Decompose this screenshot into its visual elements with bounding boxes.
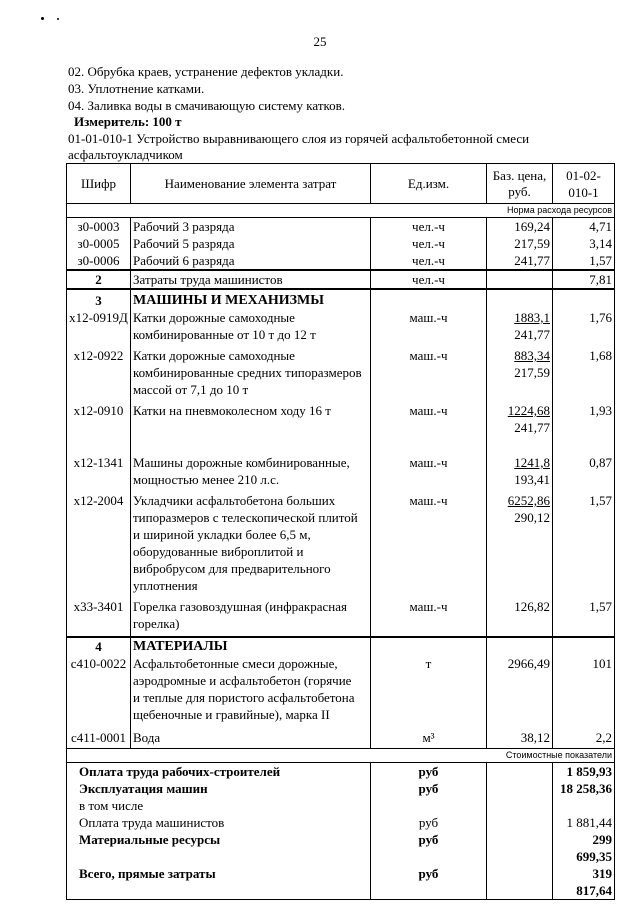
material-price: 2966,49 [487, 655, 553, 729]
machine-name-line: комбинированные от 10 т до 12 т [133, 327, 316, 342]
header-unit: Ед.изм. [371, 164, 487, 204]
machine-code: х12-0922 [67, 347, 131, 402]
total-unit: руб [371, 780, 487, 797]
intro-line: 02. Обрубка краев, устранение дефектов укладки. [68, 64, 344, 79]
table-row [67, 454, 615, 492]
section-code: 3 [67, 289, 131, 309]
machine-price-wage: 217,59 [514, 365, 550, 380]
machine-unit: маш.-ч [371, 598, 487, 637]
resource-price: 217,59 [487, 235, 553, 252]
machine-unit: маш.-ч [371, 402, 487, 454]
machine-name-line: уплотнения [133, 578, 198, 593]
machine-name-line: оборудованные виброплитой и [133, 544, 304, 559]
machine-name-line: типоразмеров с телескопической плитой [133, 510, 358, 525]
machine-unit: маш.-ч [371, 309, 487, 347]
material-name [131, 655, 371, 729]
section-name: МАТЕРИАЛЫ [131, 637, 371, 655]
table-row [67, 831, 615, 865]
machine-qty: 1,76 [553, 309, 615, 347]
machine-name-line: Катки на пневмоколесном ходу 16 т [133, 403, 331, 418]
machine-name [131, 347, 371, 402]
resource-name: Рабочий 3 разряда [131, 218, 371, 236]
total-unit: руб [371, 763, 487, 781]
total-label: Оплата труда машинистов [67, 814, 371, 831]
resource-price: 241,77 [487, 252, 553, 270]
material-name [131, 729, 371, 749]
total-value: 1 859,93 [553, 763, 615, 781]
machinist-name: Затраты труда машинистов [131, 270, 371, 289]
machine-price-base: 6252,86 [507, 493, 550, 508]
machine-code: х12-0910 [67, 402, 131, 454]
machine-name [131, 402, 371, 454]
total-value: 319 817,64 [553, 865, 615, 900]
machinist-code: 2 [67, 270, 131, 289]
norm-caption: Норма расхода ресурсов [67, 204, 615, 218]
resource-qty: 4,71 [553, 218, 615, 236]
machine-name-line: комбинированные средних типоразмеров [133, 365, 362, 380]
machine-unit: маш.-ч [371, 347, 487, 402]
material-price: 38,12 [487, 729, 553, 749]
resource-code: з0-0005 [67, 235, 131, 252]
total-value [553, 797, 615, 814]
machine-name [131, 309, 371, 347]
machine-qty: 1,57 [553, 492, 615, 598]
machine-price [487, 492, 553, 598]
table-row [67, 729, 615, 749]
machine-price-base: 1241,8 [514, 455, 550, 470]
total-label: Материальные ресурсы [67, 831, 371, 865]
machinist-qty: 7,81 [553, 270, 615, 289]
cost-table [66, 163, 615, 900]
machine-unit: маш.-ч [371, 454, 487, 492]
machine-name-line: мощностью менее 210 л.с. [133, 472, 280, 487]
material-qty: 2,2 [553, 729, 615, 749]
machine-price [487, 309, 553, 347]
total-unit [371, 797, 487, 814]
table-row [67, 270, 615, 289]
machine-name-line: Катки дорожные самоходные [133, 348, 295, 363]
resource-name: Рабочий 6 разряда [131, 252, 371, 270]
header-name: Наименование элемента затрат [131, 164, 371, 204]
resource-qty: 1,57 [553, 252, 615, 270]
table-row [67, 598, 615, 637]
machine-name-line: вибробрусом для предварительного [133, 561, 331, 576]
material-name-line: Асфальтобетонные смеси дорожные, [133, 656, 338, 671]
machine-price [487, 402, 553, 454]
machine-name [131, 492, 371, 598]
machine-qty: 0,87 [553, 454, 615, 492]
resource-name: Рабочий 5 разряда [131, 235, 371, 252]
totals-caption: Стоимостные показатели [67, 749, 615, 763]
table-row [67, 252, 615, 270]
machine-name-line: и шириной укладки более 6,5 м, [133, 527, 311, 542]
section-name: МАШИНЫ И МЕХАНИЗМЫ [131, 289, 371, 309]
header-norm: 01-02-010-1 [553, 164, 615, 204]
machine-price-wage: 193,41 [514, 472, 550, 487]
resource-code: з0-0003 [67, 218, 131, 236]
header-price-line1: Баз. цена, [492, 167, 547, 183]
scan-dot [57, 18, 59, 20]
material-unit: м³ [371, 729, 487, 749]
total-value: 299 699,35 [553, 831, 615, 865]
table-row [67, 402, 615, 454]
machine-code: х12-0919Д [67, 309, 131, 347]
header-price-line2: руб. [508, 183, 531, 199]
resource-unit: чел.-ч [371, 252, 487, 270]
machine-price-base: 883,34 [514, 348, 550, 363]
total-label: Эксплуатация машин [67, 780, 371, 797]
section-title-cont: асфальтоукладчиком [68, 147, 183, 162]
total-label: в том числе [67, 797, 371, 814]
machine-qty: 1,68 [553, 347, 615, 402]
total-unit: руб [371, 814, 487, 831]
table-row [67, 814, 615, 831]
table-row [67, 492, 615, 598]
table-row [67, 655, 615, 729]
material-name-line: аэродромные и асфальтобетон (горячие [133, 673, 352, 688]
material-code: с411-0001 [67, 729, 131, 749]
header-price [487, 164, 553, 204]
machine-name-line: Катки дорожные самоходные [133, 310, 295, 325]
table-row [67, 637, 615, 655]
machine-price-base: 1224,68 [507, 403, 550, 418]
machine-qty: 1,57 [553, 598, 615, 637]
material-name-line: щебеночные и гравийные), марка II [133, 707, 330, 722]
machine-name [131, 454, 371, 492]
material-qty: 101 [553, 655, 615, 729]
section-title: 01-01-010-1 Устройство выравнивающего слоя из горячей асфальтобетонной смеси [68, 131, 530, 146]
machine-code: х12-2004 [67, 492, 131, 598]
machine-price [487, 598, 553, 637]
machine-price [487, 347, 553, 402]
scan-dot [41, 17, 44, 20]
total-label: Всего, прямые затраты [67, 865, 371, 900]
machine-name-line: массой от 7,1 до 10 т [133, 382, 249, 397]
material-code: с410-0022 [67, 655, 131, 729]
page-number: 25 [313, 34, 327, 49]
header-code: Шифр [67, 164, 131, 204]
machine-name-line: Укладчики асфальтобетона больших [133, 493, 336, 508]
machine-price-base: 126,82 [514, 599, 550, 614]
table-row [67, 309, 615, 347]
total-unit: руб [371, 865, 487, 900]
machine-price-wage: 290,12 [514, 510, 550, 525]
table-row [67, 289, 615, 309]
total-unit: руб [371, 831, 487, 865]
intro-line: 04. Заливка воды в смачивающую систему катков. [68, 98, 346, 113]
machine-code: х33-3401 [67, 598, 131, 637]
resource-qty: 3,14 [553, 235, 615, 252]
resource-code: з0-0006 [67, 252, 131, 270]
machine-name-line: горелка) [133, 616, 180, 631]
machine-unit: маш.-ч [371, 492, 487, 598]
table-row [67, 797, 615, 814]
table-row [67, 218, 615, 236]
table-row [67, 763, 615, 781]
table-row [67, 865, 615, 900]
material-name-line: и теплые для пористого асфальтобетона [133, 690, 355, 705]
machine-name [131, 598, 371, 637]
resource-unit: чел.-ч [371, 235, 487, 252]
table-row [67, 235, 615, 252]
machine-price [487, 454, 553, 492]
resource-price: 169,24 [487, 218, 553, 236]
machine-name-line: Машины дорожные комбинированные, [133, 455, 350, 470]
machine-price-wage: 241,77 [514, 327, 550, 342]
machine-code: х12-1341 [67, 454, 131, 492]
intro-line: 03. Уплотнение катками. [68, 81, 205, 96]
total-value: 18 258,36 [553, 780, 615, 797]
machinist-unit: чел.-ч [371, 270, 487, 289]
section-code: 4 [67, 637, 131, 655]
total-label: Оплата труда рабочих-строителей [67, 763, 371, 781]
measure: Измеритель: 100 т [74, 114, 182, 129]
resource-unit: чел.-ч [371, 218, 487, 236]
table-row [67, 347, 615, 402]
machine-price-base: 1883,1 [514, 310, 550, 325]
table-row [67, 780, 615, 797]
total-value: 1 881,44 [553, 814, 615, 831]
machine-qty: 1,93 [553, 402, 615, 454]
header-row [67, 164, 615, 204]
material-unit: т [371, 655, 487, 729]
machine-price-wage: 241,77 [514, 420, 550, 435]
material-name-line: Вода [133, 730, 161, 745]
machine-name-line: Горелка газовоздушная (инфракрасная [133, 599, 347, 614]
